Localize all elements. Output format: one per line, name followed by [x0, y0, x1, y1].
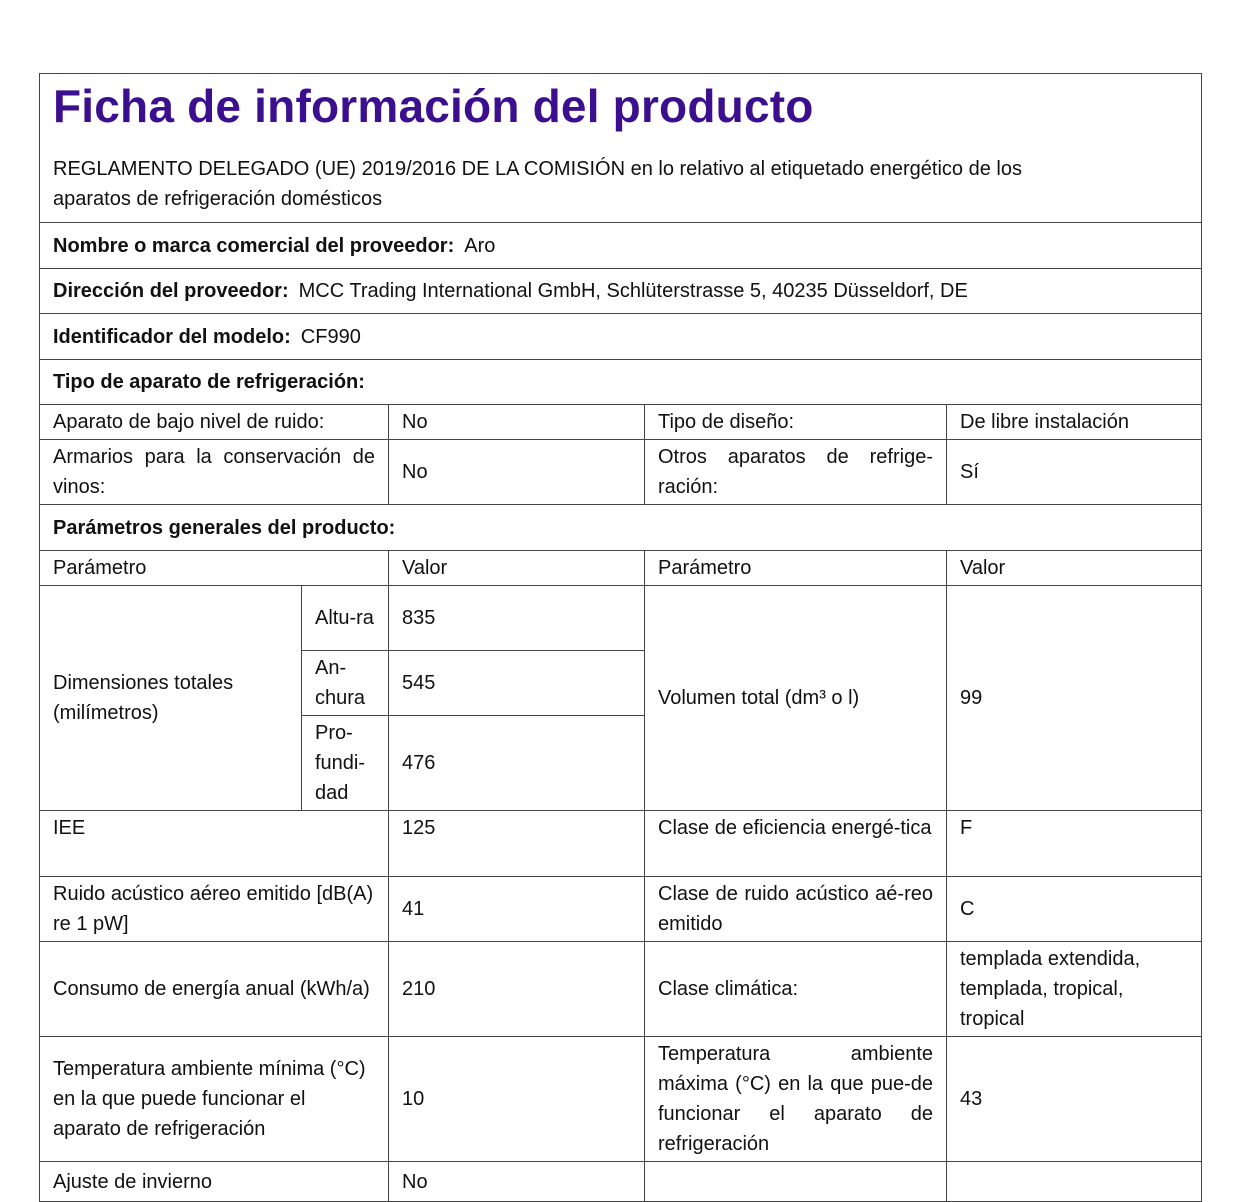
supplier-address-cell: [40, 269, 1202, 314]
height-label: Altu-ra: [302, 586, 389, 651]
noise-class-value: C: [947, 877, 1202, 942]
eei-label: IEE: [40, 811, 389, 877]
product-info-table: [39, 73, 1202, 1202]
model-value: CF990: [300, 325, 361, 348]
supplier-name-label: Nombre o marca comercial del proveedor:: [53, 234, 455, 257]
volume-value: 99: [947, 586, 1202, 811]
model-label: Identificador del modelo:: [53, 325, 291, 348]
header-row: [40, 74, 1202, 223]
energy-class-label: Clase de eficiencia energé-tica: [645, 811, 947, 877]
supplier-address-value: MCC Trading International GmbH, Schlüterstrasse 5, 40235 Düsseldorf, DE: [298, 280, 968, 302]
supplier-address-row: [40, 269, 1202, 314]
dimensions-height-row: [40, 586, 1202, 651]
noise-class-label: Clase de ruido acústico aé-reo emitido: [645, 877, 947, 942]
annual-energy-value: 210: [389, 942, 645, 1037]
max-temperature-label: Temperatura ambiente máxima (°C) en la que pue-de funcionar el aparato de refrigeración: [645, 1037, 947, 1162]
design-type-label: Tipo de diseño:: [645, 405, 947, 440]
wine-cabinet-row: [40, 440, 1202, 505]
column-header-value-2: Valor: [947, 551, 1202, 586]
low-noise-label: Aparato de bajo nivel de ruido:: [40, 405, 389, 440]
energy-class-value: F: [947, 811, 1202, 877]
empty-cell-2: [947, 1162, 1202, 1202]
wine-cabinet-value: No: [389, 440, 645, 505]
model-cell: [40, 314, 1202, 360]
temperature-row: [40, 1037, 1202, 1162]
page-title: Ficha de información del producto: [53, 80, 814, 132]
model-row: [40, 314, 1202, 360]
climate-class-value: templada extendida, templada, tropical, tropical: [947, 942, 1202, 1037]
annual-energy-row: [40, 942, 1202, 1037]
depth-label: Pro-fundi-dad: [302, 716, 389, 811]
height-value: 835: [389, 586, 645, 651]
climate-class-label: Clase climática:: [645, 942, 947, 1037]
min-temperature-label: Temperatura ambiente mínima (°C) en la que puede funcionar el aparato de refrigeración: [40, 1037, 389, 1162]
min-temperature-value: 10: [389, 1037, 645, 1162]
appliance-type-heading: Tipo de aparato de refrigeración:: [40, 360, 1202, 405]
column-header-row: [40, 551, 1202, 586]
noise-row: [40, 877, 1202, 942]
column-header-value: Valor: [389, 551, 645, 586]
parameters-heading-row: [40, 505, 1202, 551]
other-appliance-value: Sí: [947, 440, 1202, 505]
other-appliance-label: Otros aparatos de refrige-ración:: [645, 440, 947, 505]
column-header-parameter: Parámetro: [40, 551, 389, 586]
supplier-address-label: Dirección del proveedor:: [53, 280, 289, 302]
design-type-value: De libre instalación: [947, 405, 1202, 440]
supplier-name-value: Aro: [464, 234, 496, 257]
winter-setting-label: Ajuste de invierno: [40, 1162, 389, 1202]
regulation-line-2: aparatos de refrigeración domésticos: [53, 188, 383, 210]
dimensions-label: Dimensiones totales (milímetros): [40, 586, 302, 811]
annual-energy-label: Consumo de energía anual (kWh/a): [40, 942, 389, 1037]
column-header-parameter-2: Parámetro: [645, 551, 947, 586]
header-cell: [40, 74, 1202, 223]
parameters-heading: Parámetros generales del producto:: [40, 505, 1202, 551]
volume-label: Volumen total (dm³ o l): [645, 586, 947, 811]
supplier-name-row: [40, 223, 1202, 269]
low-noise-row: [40, 405, 1202, 440]
max-temperature-value: 43: [947, 1037, 1202, 1162]
noise-value: 41: [389, 877, 645, 942]
depth-value: 476: [389, 716, 645, 811]
winter-setting-value: No: [389, 1162, 645, 1202]
eei-value: 125: [389, 811, 645, 877]
width-value: 545: [389, 651, 645, 716]
noise-label: Ruido acústico aéreo emitido [dB(A) re 1 pW]: [40, 877, 389, 942]
low-noise-value: No: [389, 405, 645, 440]
appliance-type-heading-row: [40, 360, 1202, 405]
eei-row: [40, 811, 1202, 877]
winter-setting-row: [40, 1162, 1202, 1202]
supplier-name-cell: [40, 223, 1202, 269]
wine-cabinet-label: Armarios para la conservación de vinos:: [40, 440, 389, 505]
empty-cell: [645, 1162, 947, 1202]
regulation-line-1: REGLAMENTO DELEGADO (UE) 2019/2016 DE LA COMISIÓN en lo relativo al etiquetado energético de los: [53, 158, 1022, 180]
width-label: An-chura: [302, 651, 389, 716]
